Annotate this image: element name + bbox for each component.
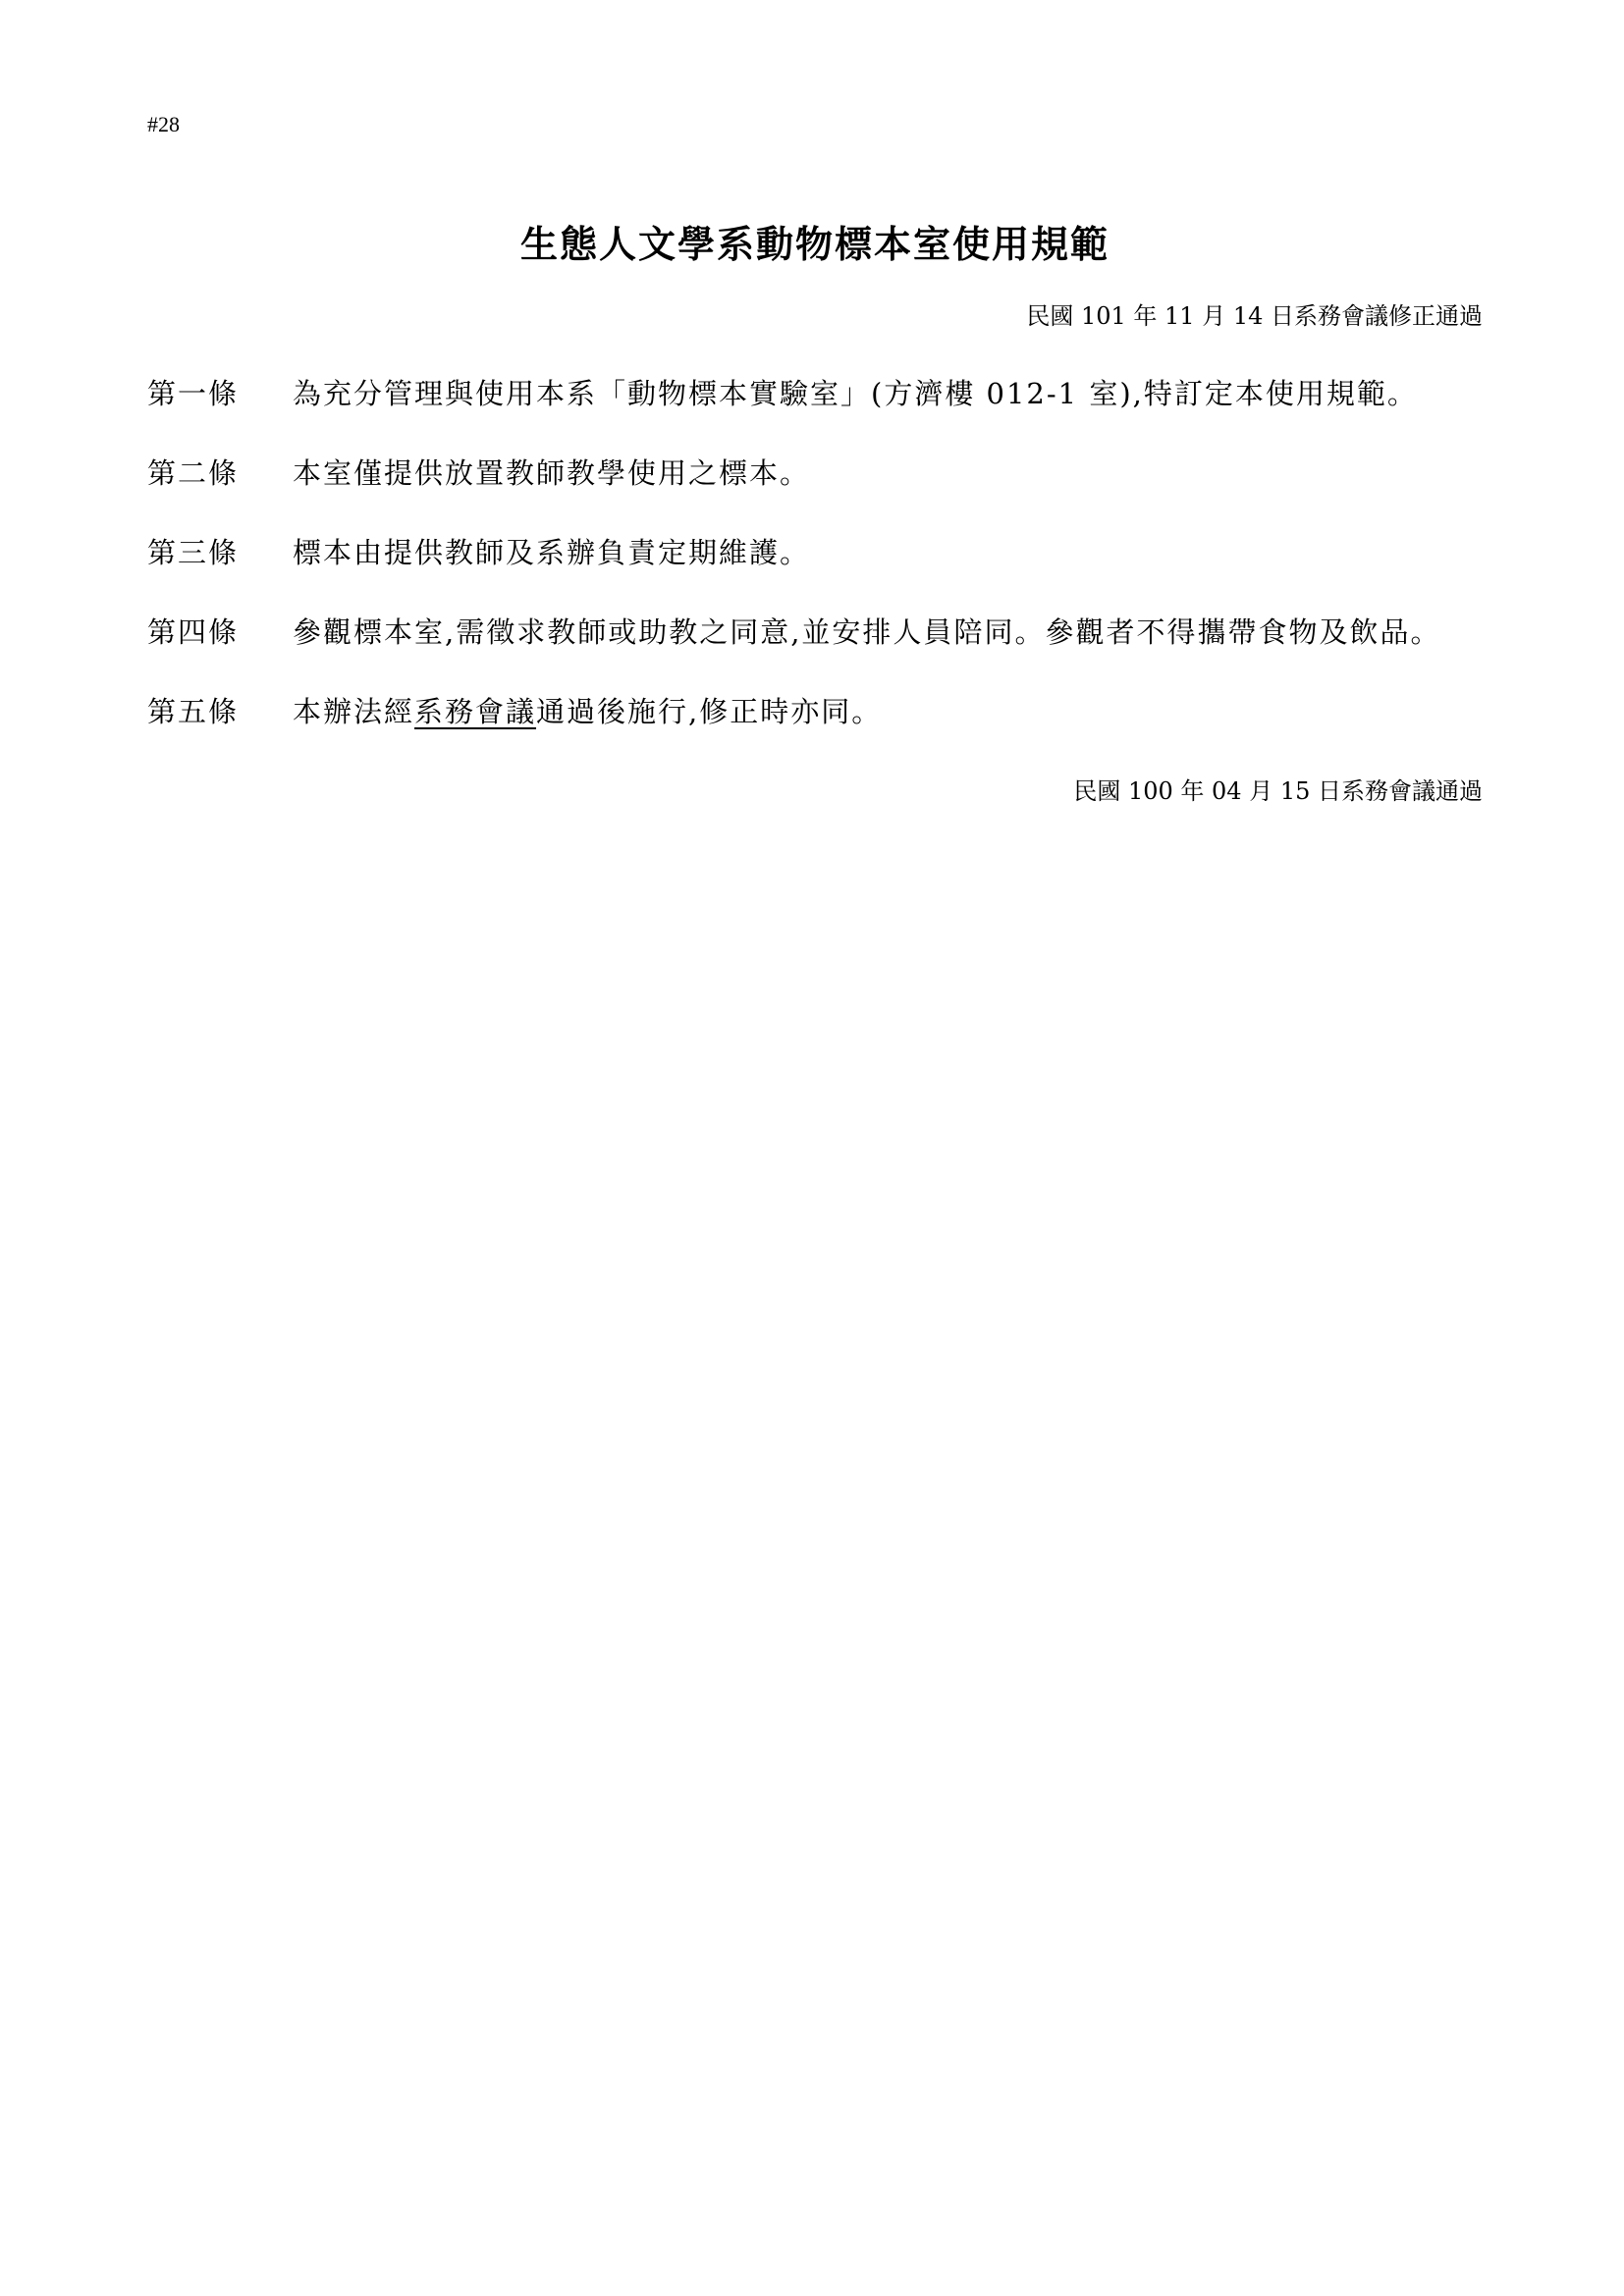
article-1-label: 第一條	[147, 377, 240, 410]
article-2-text: 本室僅提供放置教師教學使用之標本。	[293, 456, 811, 490]
article-4-text: 參觀標本室,需徵求教師或助教之同意,並安排人員陪同。參觀者不得攜帶食物及飲品。	[293, 615, 1441, 649]
document-number: #28	[147, 112, 180, 136]
adoption-note: 民國 100 年 04 月 15 日系務會議通過	[1073, 777, 1483, 805]
article-1	[147, 371, 1483, 416]
article-list	[147, 371, 1483, 734]
article-2-label: 第二條	[147, 456, 240, 490]
article-5	[147, 689, 1483, 734]
article-4-label: 第四條	[147, 615, 240, 649]
article-4	[147, 610, 1483, 655]
revision-note: 民國 101 年 11 月 14 日系務會議修正通過	[1026, 302, 1483, 330]
article-5-text-before: 本辦法經	[293, 695, 415, 728]
article-5-underlined-text: 系務會議	[414, 695, 537, 728]
article-5-text	[293, 689, 1483, 734]
article-3	[147, 530, 1483, 575]
article-2	[147, 451, 1483, 496]
article-3-text: 標本由提供教師及系辦負責定期維護。	[293, 536, 811, 569]
document-title: 生態人文學系動物標本室使用規範	[519, 222, 1110, 266]
article-3-label: 第三條	[147, 536, 240, 569]
article-1-text: 為充分管理與使用本系「動物標本實驗室」(方濟樓 012-1 室),特訂定本使用規範。	[293, 377, 1418, 410]
article-5-label: 第五條	[147, 695, 240, 728]
article-5-text-after: 通過後施行,修正時亦同。	[536, 695, 883, 728]
